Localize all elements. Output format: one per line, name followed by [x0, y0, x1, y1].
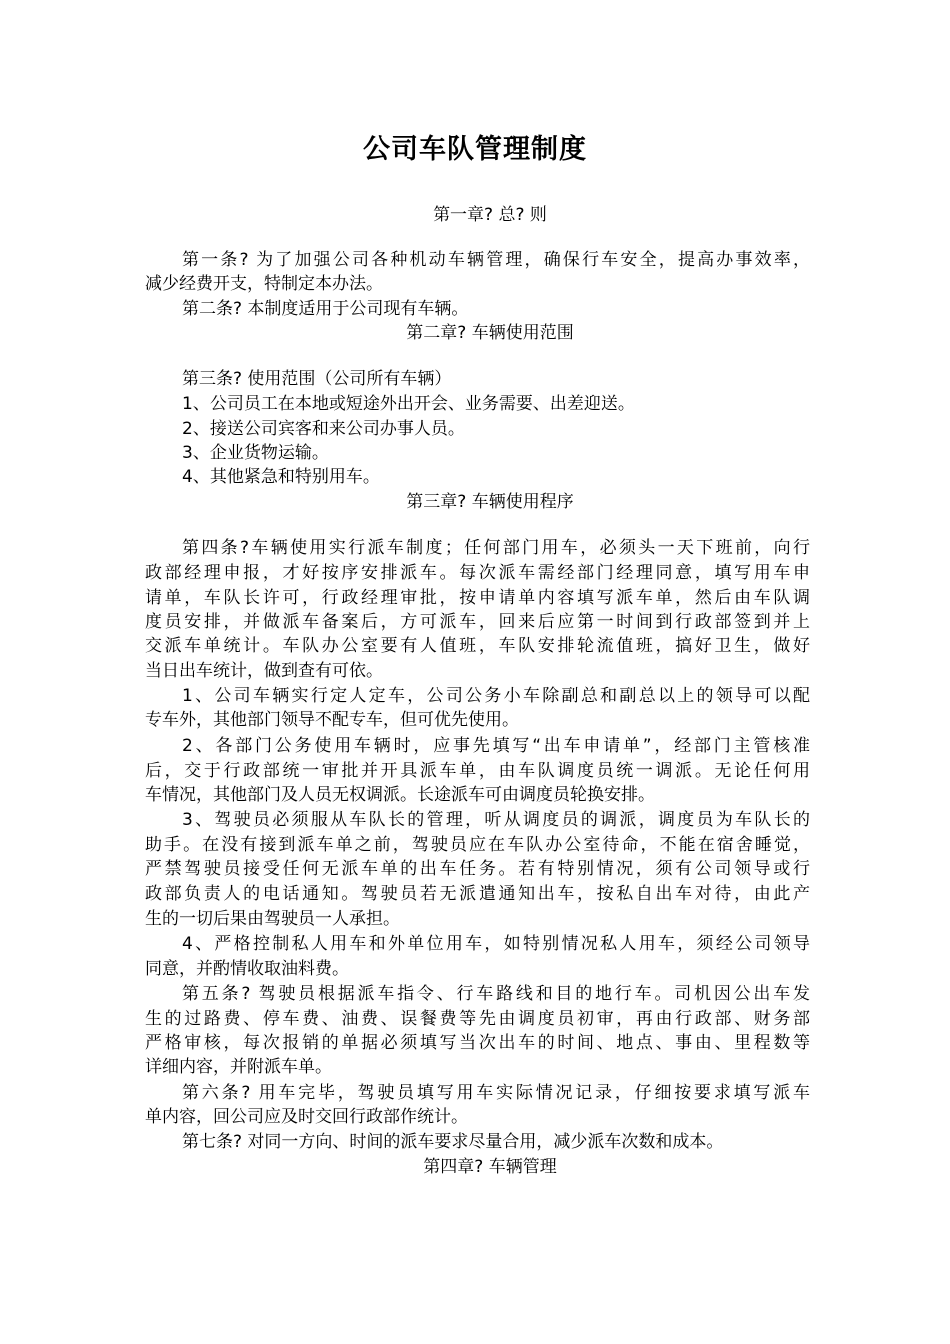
- paragraph-line: 生的过路费、停车费、油费、误餐费等先由调度员初审，再由行政部、财务部: [145, 1009, 810, 1029]
- chapter-1-heading: 第一章? 总? 则: [433, 205, 547, 225]
- paragraph-line: 3、驾驶员必须服从车队长的管理，听从调度员的调派，调度员为车队长的: [182, 810, 810, 830]
- paragraph-line: 第七条? 对同一方向、时间的派车要求尽量合用，减少派车次数和成本。: [182, 1132, 724, 1152]
- paragraph-line: 4、其他紧急和特别用车。: [182, 467, 380, 487]
- paragraph-line: 1、公司员工在本地或短途外出开会、业务需要、出差迎送。: [182, 394, 635, 414]
- paragraph-line: 第五条? 驾驶员根据派车指令、行车路线和目的地行车。司机因公出车发: [182, 984, 810, 1004]
- paragraph-line: 当日出车统计，做到查有可依。: [145, 661, 383, 681]
- paragraph-line: 减少经费开支，特制定本办法。: [145, 274, 383, 294]
- paragraph-line: 严格审核，每次报销的单据必须填写当次出车的时间、地点、事由、里程数等: [145, 1033, 810, 1053]
- chapter-3-heading: 第三章? 车辆使用程序: [406, 492, 574, 512]
- paragraph-line: 政部负责人的电话通知。驾驶员若无派遣通知出车，按私自出车对待，由此产: [145, 884, 810, 904]
- paragraph-line: 3、企业货物运输。: [182, 443, 329, 463]
- paragraph-line: 生的一切后果由驾驶员一人承担。: [145, 909, 400, 929]
- chapter-2-heading: 第二章? 车辆使用范围: [406, 323, 574, 343]
- paragraph-line: 同意，并酌情收取油料费。: [145, 959, 349, 979]
- paragraph-line: 后，交于行政部统一审批并开具派车单，由车队调度员统一调派。无论任何用: [145, 761, 810, 781]
- paragraph-line: 第三条? 使用范围（公司所有车辆）: [182, 369, 452, 389]
- paragraph-line: 1、公司车辆实行定人定车，公司公务小车除副总和副总以上的领导可以配: [182, 686, 810, 706]
- paragraph-line: 第四条?车辆使用实行派车制度；任何部门用车，必须头一天下班前，向行: [182, 538, 810, 558]
- paragraph-line: 第二条? 本制度适用于公司现有车辆。: [182, 299, 469, 319]
- paragraph-line: 2、接送公司宾客和来公司办事人员。: [182, 419, 465, 439]
- document-title: 公司车队管理制度: [363, 134, 587, 165]
- paragraph-line: 严禁驾驶员接受任何无派车单的出车任务。若有特别情况，须有公司领导或行: [145, 859, 810, 879]
- paragraph-line: 单内容，回公司应及时交回行政部作统计。: [145, 1107, 468, 1127]
- paragraph-line: 第一条? 为了加强公司各种机动车辆管理，确保行车安全，提高办事效率，: [182, 250, 810, 270]
- paragraph-line: 交派车单统计。车队办公室要有人值班，车队安排轮流值班，搞好卫生，做好: [145, 636, 810, 656]
- paragraph-line: 助手。在没有接到派车单之前，驾驶员应在车队办公室待命，不能在宿舍睡觉，: [145, 835, 810, 855]
- paragraph-line: 政部经理申报，才好按序安排派车。每次派车需经部门经理同意，填写用车申: [145, 563, 810, 583]
- paragraph-line: 专车外，其他部门领导不配专车，但可优先使用。: [145, 710, 519, 730]
- paragraph-line: 车情况，其他部门及人员无权调派。长途派车可由调度员轮换安排。: [145, 785, 655, 805]
- paragraph-line: 请单，车队长许可，行政经理审批，按申请单内容填写派车单，然后由车队调: [145, 588, 810, 608]
- paragraph-line: 2、各部门公务使用车辆时，应事先填写“出车申请单”，经部门主管核准: [182, 736, 810, 756]
- chapter-4-heading: 第四章? 车辆管理: [423, 1157, 557, 1177]
- paragraph-line: 详细内容，并附派车单。: [145, 1057, 332, 1077]
- paragraph-line: 第六条? 用车完毕，驾驶员填写用车实际情况记录，仔细按要求填写派车: [182, 1083, 810, 1103]
- paragraph-line: 度员安排，并做派车备案后，方可派车，回来后应第一时间到行政部签到并上: [145, 612, 810, 632]
- paragraph-line: 4、严格控制私人用车和外单位用车，如特别情况私人用车，须经公司领导: [182, 934, 810, 954]
